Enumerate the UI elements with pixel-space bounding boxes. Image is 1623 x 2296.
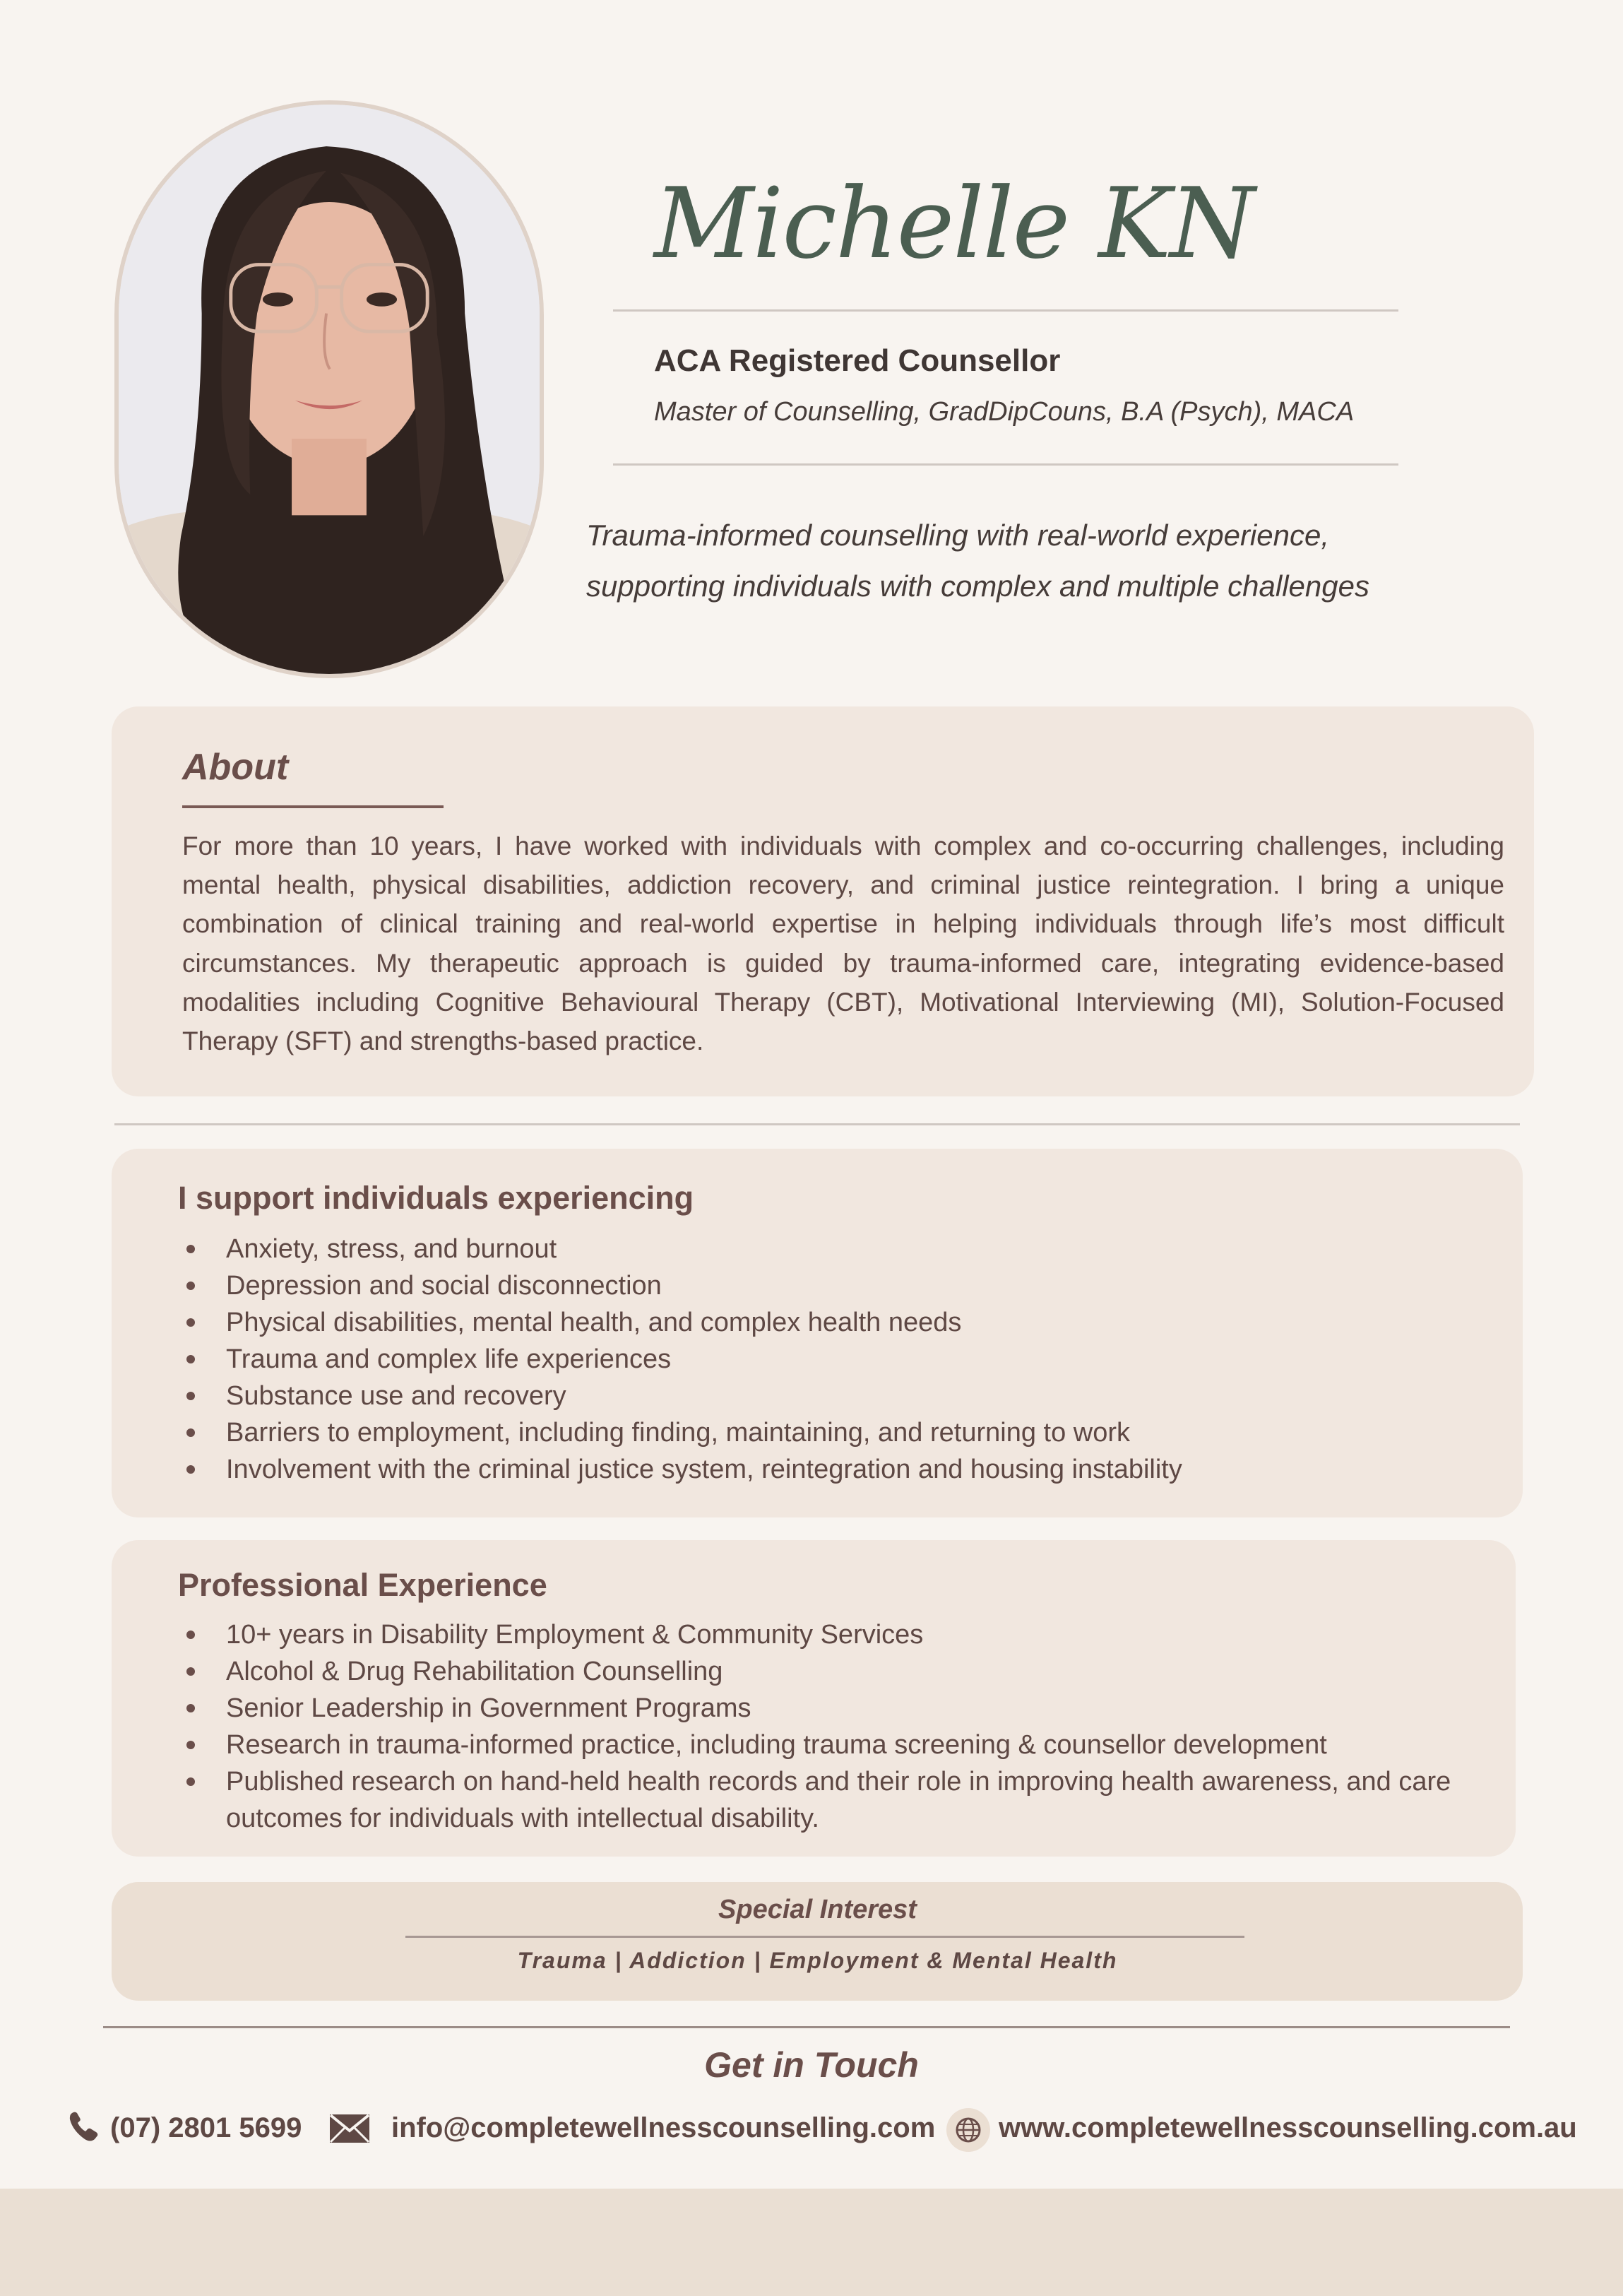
header-divider-top [613, 309, 1398, 312]
list-item: Research in trauma-informed practice, including trauma screening & counsellor development [179, 1727, 1486, 1763]
experience-card [112, 1540, 1516, 1857]
name-heading: Michelle KN [654, 167, 1254, 280]
portrait-illustration [119, 105, 540, 674]
contact-divider [103, 2026, 1510, 2028]
tagline-line-2: supporting individuals with complex and multiple challenges [586, 569, 1369, 603]
list-item: Published research on hand-held health records and their role in improving health awareness, and care outcomes for individuals with intellectual disability. [179, 1763, 1486, 1837]
about-underline [182, 805, 444, 808]
envelope-icon [329, 2114, 370, 2143]
experience-list [179, 1616, 1486, 1837]
phone-icon [66, 2109, 100, 2143]
list-item: 10+ years in Disability Employment & Community Services [179, 1616, 1486, 1653]
support-heading: I support individuals experiencing [178, 1180, 694, 1216]
list-item: Trauma and complex life experiences [179, 1341, 1507, 1378]
profile-photo [114, 100, 544, 678]
tagline-line-1: Trauma-informed counselling with real-world experience, [586, 519, 1330, 552]
email-link[interactable]: info@completewellnesscounselling.com [391, 2112, 936, 2143]
credentials: Master of Counselling, GradDipCouns, B.A (Psych), MACA [654, 397, 1355, 427]
professional-title: ACA Registered Counsellor [654, 343, 1061, 378]
globe-icon [946, 2108, 990, 2152]
footer-band [0, 2189, 1623, 2296]
list-item: Senior Leadership in Government Programs [179, 1690, 1486, 1727]
special-interest-text: Trauma | Addiction | Employment & Mental Health [517, 1948, 1118, 1973]
list-item: Anxiety, stress, and burnout [179, 1231, 1507, 1267]
list-item: Physical disabilities, mental health, and complex health needs [179, 1304, 1507, 1341]
support-list [179, 1231, 1507, 1488]
phone-link[interactable]: (07) 2801 5699 [110, 2112, 302, 2143]
special-interest-divider [405, 1936, 1244, 1938]
experience-heading: Professional Experience [178, 1567, 547, 1603]
list-item: Alcohol & Drug Rehabilitation Counselling [179, 1653, 1486, 1690]
about-heading: About [182, 747, 289, 788]
list-item: Involvement with the criminal justice system, reintegration and housing instability [179, 1451, 1507, 1488]
list-item: Barriers to employment, including finding, maintaining, and returning to work [179, 1414, 1507, 1451]
tagline [586, 510, 1504, 612]
list-item: Depression and social disconnection [179, 1267, 1507, 1304]
contact-heading: Get in Touch [704, 2045, 919, 2085]
list-item: Substance use and recovery [179, 1378, 1507, 1414]
special-interest-heading: Special Interest [718, 1895, 917, 1924]
support-card [112, 1149, 1523, 1517]
section-divider [114, 1123, 1520, 1125]
about-text: For more than 10 years, I have worked with individuals with complex and co-occurring challenges, including mental health, physical disabilities, addiction recovery, and criminal justice reintegration. I bring a unique combination of clinical training and real-world expertise in helping individuals through life’s most difficult circumstances. My therapeutic approach is guided by trauma-informed care, integrating evidence-based modalities including Cognitive Behavioural Therapy (CBT), Motivational Interviewing (MI), Solution-Focused Therapy (SFT) and strengths-based practice. [182, 832, 1504, 1056]
website-link[interactable]: www.completewellnesscounselling.com.au [999, 2112, 1577, 2143]
header-divider-bottom [613, 463, 1398, 466]
